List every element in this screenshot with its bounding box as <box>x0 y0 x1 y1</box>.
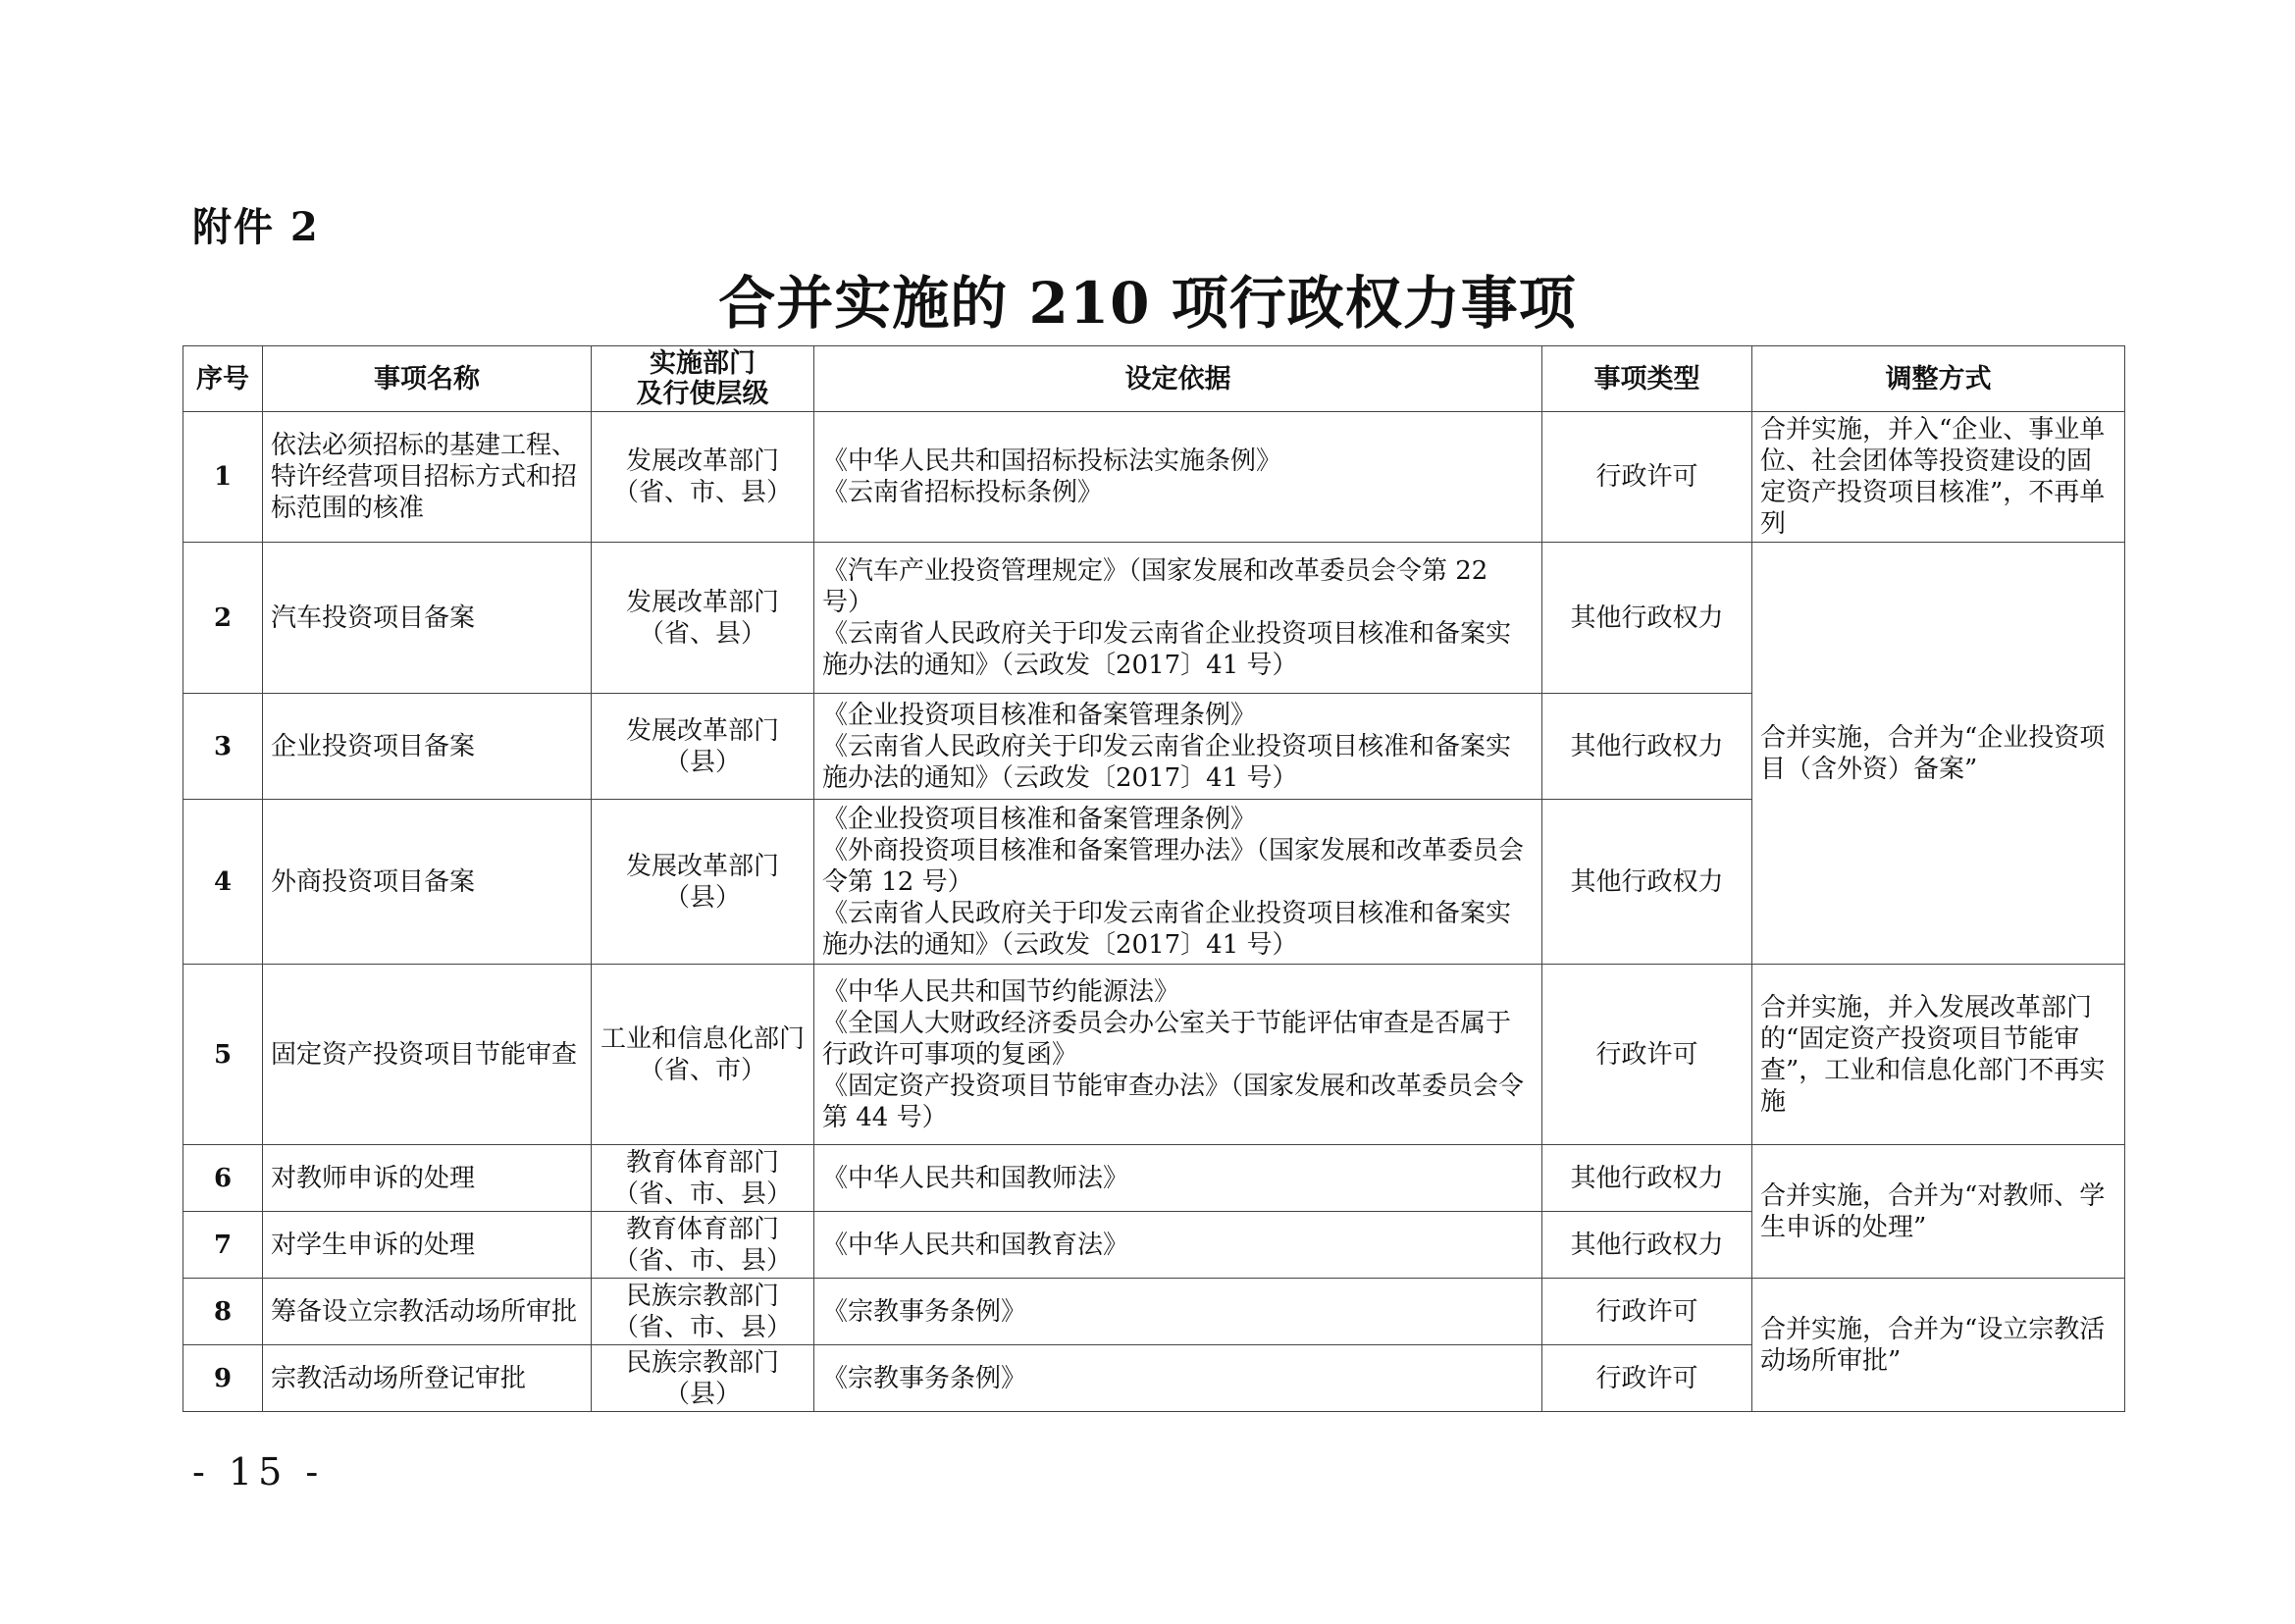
item-type: 行政许可 <box>1542 1279 1752 1345</box>
page-number: - 15 - <box>192 1450 325 1493</box>
legal-basis <box>814 1145 1542 1212</box>
basis-line: 《外商投资项目核准和备案管理办法》（国家发展和改革委员会令第 12 号） <box>822 835 1525 897</box>
item-name: 对学生申诉的处理 <box>263 1212 592 1279</box>
implementing-dept: 发展改革部门（省、市、县） <box>592 412 814 543</box>
column-header-adjustment: 调整方式 <box>1752 346 2125 412</box>
basis-line: 《云南省人民政府关于印发云南省企业投资项目核准和备案实施办法的通知》（云政发〔2017〕41 号） <box>822 618 1512 680</box>
basis-line: 《固定资产投资项目节能审查办法》（国家发展和改革委员会令第 44 号） <box>822 1071 1525 1132</box>
basis-line: 《宗教事务条例》 <box>822 1363 1027 1393</box>
row-number: 9 <box>183 1345 263 1412</box>
implementing-dept: 发展改革部门（县） <box>592 694 814 800</box>
basis-line: 《汽车产业投资管理规定》（国家发展和改革委员会令第 22 号） <box>822 555 1488 617</box>
legal-basis <box>814 1279 1542 1345</box>
basis-line: 《全国人大财政经济委员会办公室关于节能评估审查是否属于行政许可事项的复函》 <box>822 1008 1512 1070</box>
row-number: 3 <box>183 694 263 800</box>
basis-line: 《中华人民共和国节约能源法》 <box>822 976 1180 1007</box>
legal-basis <box>814 1212 1542 1279</box>
implementing-dept: 工业和信息化部门（省、市） <box>592 965 814 1145</box>
table-row <box>183 412 2125 543</box>
attachment-label: 附件 2 <box>192 204 320 250</box>
column-header-name: 事项名称 <box>263 346 592 412</box>
adjustment-method: 合并实施，并入“企业、事业单位、社会团体等投资建设的固定资产投资项目核准”，不再单列 <box>1752 412 2125 543</box>
column-header-dept-line1: 实施部门 <box>650 348 756 379</box>
item-name: 汽车投资项目备案 <box>263 543 592 694</box>
item-name: 宗教活动场所登记审批 <box>263 1345 592 1412</box>
item-name: 固定资产投资项目节能审查 <box>263 965 592 1145</box>
adjustment-method: 合并实施，合并为“企业投资项目（含外资）备案” <box>1752 543 2125 965</box>
basis-line: 《宗教事务条例》 <box>822 1296 1027 1327</box>
column-header-dept <box>592 346 814 412</box>
basis-line: 《中华人民共和国教师法》 <box>822 1163 1129 1193</box>
legal-basis <box>814 412 1542 543</box>
row-number: 7 <box>183 1212 263 1279</box>
basis-line: 《云南省招标投标条例》 <box>822 478 1104 507</box>
adjustment-method: 合并实施，并入发展改革部门的“固定资产投资项目节能审查”，工业和信息化部门不再实施 <box>1752 965 2125 1145</box>
column-header-dept-line2: 及行使层级 <box>636 379 769 409</box>
legal-basis <box>814 694 1542 800</box>
implementing-dept: 教育体育部门（省、市、县） <box>592 1212 814 1279</box>
basis-line: 《云南省人民政府关于印发云南省企业投资项目核准和备案实施办法的通知》（云政发〔2017〕41 号） <box>822 731 1512 793</box>
adjustment-method: 合并实施，合并为“设立宗教活动场所审批” <box>1752 1279 2125 1412</box>
implementing-dept: 发展改革部门（县） <box>592 800 814 965</box>
adjustment-method: 合并实施，合并为“对教师、学生申诉的处理” <box>1752 1145 2125 1279</box>
implementing-dept: 教育体育部门（省、市、县） <box>592 1145 814 1212</box>
basis-line: 《企业投资项目核准和备案管理条例》 <box>822 804 1257 834</box>
basis-line: 《云南省人民政府关于印发云南省企业投资项目核准和备案实施办法的通知》（云政发〔2017〕41 号） <box>822 898 1512 960</box>
row-number: 2 <box>183 543 263 694</box>
item-type: 其他行政权力 <box>1542 800 1752 965</box>
item-name: 企业投资项目备案 <box>263 694 592 800</box>
legal-basis <box>814 543 1542 694</box>
row-number: 6 <box>183 1145 263 1212</box>
column-header-basis: 设定依据 <box>814 346 1542 412</box>
row-number: 5 <box>183 965 263 1145</box>
row-number: 8 <box>183 1279 263 1345</box>
table-row <box>183 1145 2125 1212</box>
document-title: 合并实施的 210 项行政权力事项 <box>718 270 1577 337</box>
table-row <box>183 965 2125 1145</box>
power-items-table <box>183 345 2125 1412</box>
row-number: 4 <box>183 800 263 965</box>
item-name: 对教师申诉的处理 <box>263 1145 592 1212</box>
table-row <box>183 543 2125 694</box>
table-header-row <box>183 346 2125 412</box>
implementing-dept: 发展改革部门（省、县） <box>592 543 814 694</box>
item-type: 其他行政权力 <box>1542 694 1752 800</box>
basis-line: 《企业投资项目核准和备案管理条例》 <box>822 700 1257 730</box>
legal-basis <box>814 800 1542 965</box>
item-type: 其他行政权力 <box>1542 543 1752 694</box>
item-type: 其他行政权力 <box>1542 1212 1752 1279</box>
column-header-no: 序号 <box>183 346 263 412</box>
item-type: 其他行政权力 <box>1542 1145 1752 1212</box>
item-name: 外商投资项目备案 <box>263 800 592 965</box>
column-header-type: 事项类型 <box>1542 346 1752 412</box>
basis-line: 《中华人民共和国教育法》 <box>822 1230 1129 1260</box>
item-type: 行政许可 <box>1542 412 1752 543</box>
item-name: 筹备设立宗教活动场所审批 <box>263 1279 592 1345</box>
item-type: 行政许可 <box>1542 965 1752 1145</box>
implementing-dept: 民族宗教部门（省、市、县） <box>592 1279 814 1345</box>
legal-basis <box>814 1345 1542 1412</box>
table-row <box>183 1279 2125 1345</box>
implementing-dept: 民族宗教部门（县） <box>592 1345 814 1412</box>
legal-basis <box>814 965 1542 1145</box>
row-number: 1 <box>183 412 263 543</box>
basis-line: 《中华人民共和国招标投标法实施条例》 <box>822 446 1282 476</box>
item-name: 依法必须招标的基建工程、特许经营项目招标方式和招标范围的核准 <box>263 412 592 543</box>
item-type: 行政许可 <box>1542 1345 1752 1412</box>
